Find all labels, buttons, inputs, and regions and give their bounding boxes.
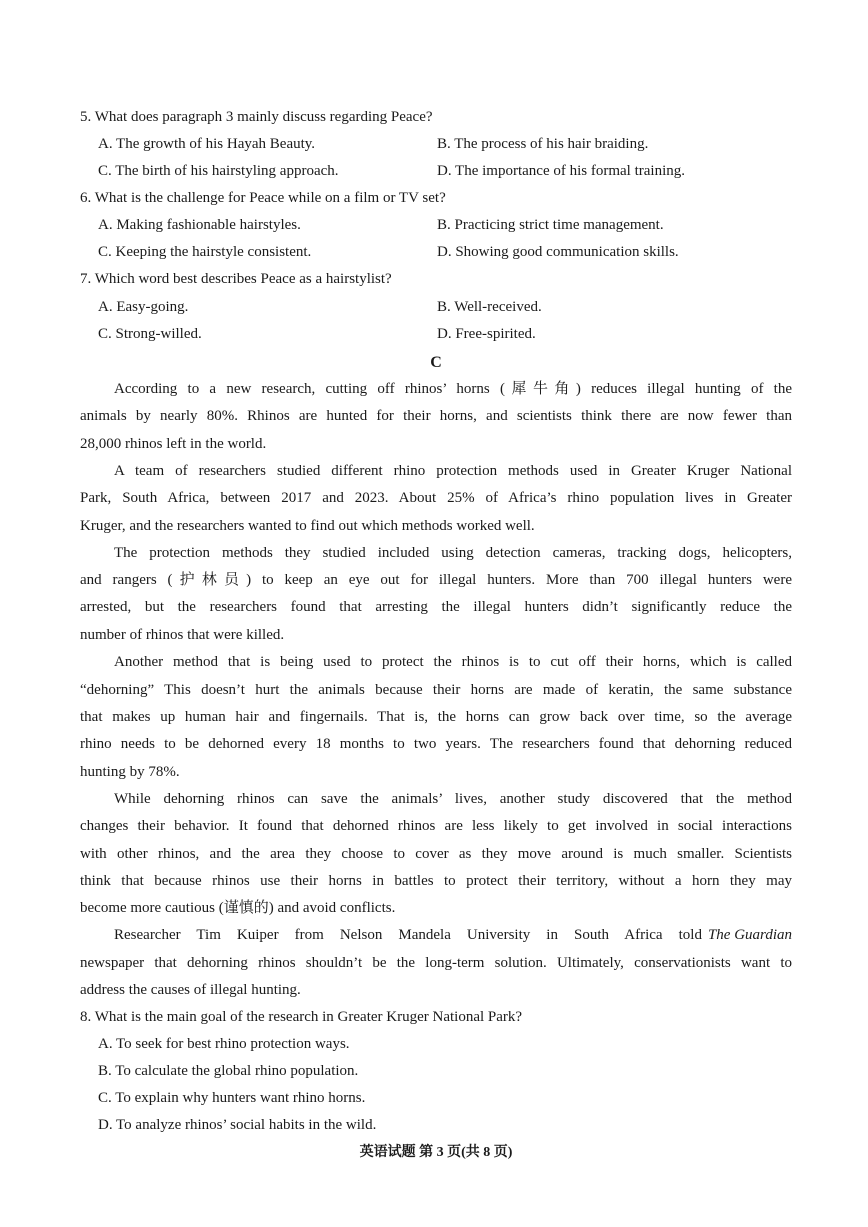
- question-5-stem: 5. What does paragraph 3 mainly discuss regarding Peace?: [80, 109, 433, 125]
- passage-line: arrested, but the researchers found that arresting the illegal hunters didn’t significantly reduce the: [80, 599, 792, 615]
- page-footer: 英语试题 第 3 页(共 8 页): [359, 1145, 513, 1160]
- question-6-option-b: B. Practicing strict time management.: [437, 217, 664, 233]
- question-5-option-d: D. The importance of his formal training.: [437, 163, 685, 179]
- passage-line: animals by nearly 80%. Rhinos are hunted for their horns, and scientists think there are now fewer than: [80, 408, 792, 424]
- passage-line-text: Researcher Tim Kuiper from Nelson Mandela University in South Africa told: [114, 927, 702, 943]
- passage-line: While dehorning rhinos can save the animals’ lives, another study discovered that the method: [114, 791, 792, 807]
- passage-line: Another method that is being used to protect the rhinos is to cut off their horns, which is called: [114, 654, 792, 670]
- passage-line: The protection methods they studied included using detection cameras, tracking dogs, helicopters,: [114, 545, 792, 561]
- passage-line: A team of researchers studied different rhino protection methods used in Greater Kruger National: [114, 463, 792, 479]
- question-7-option-d: D. Free-spirited.: [437, 326, 536, 342]
- question-7-option-b: B. Well-received.: [437, 299, 542, 315]
- question-5-option-c: C. The birth of his hairstyling approach.: [98, 163, 339, 179]
- passage-line: with other rhinos, and the area they choose to cover as they move around is much smaller. Scientists: [80, 846, 792, 862]
- passage-line: hunting by 78%.: [80, 764, 180, 780]
- passage-line: rhino needs to be dehorned every 18 months to two years. The researchers found that dehorning reduced: [80, 736, 792, 752]
- passage-line: 28,000 rhinos left in the world.: [80, 436, 267, 452]
- question-8-option-b: B. To calculate the global rhino population.: [98, 1063, 359, 1079]
- passage-line: number of rhinos that were killed.: [80, 627, 285, 643]
- passage-line: “dehorning” This doesn’t hurt the animals because their horns are made of keratin, the same substance: [80, 682, 792, 698]
- question-6-option-c: C. Keeping the hairstyle consistent.: [98, 244, 312, 260]
- passage-line: According to a new research, cutting off rhinos’ horns (犀牛角) reduces illegal hunting of the: [114, 381, 792, 397]
- question-5-option-a: A. The growth of his Hayah Beauty.: [98, 136, 316, 152]
- passage-line: changes their behavior. It found that dehorned rhinos are less likely to get involved in social interactions: [80, 818, 792, 834]
- question-7-stem: 7. Which word best describes Peace as a hairstylist?: [80, 271, 392, 287]
- question-8-option-a: A. To seek for best rhino protection ways.: [98, 1036, 350, 1052]
- passage-line: think that because rhinos use their horns in battles to protect their territory, without a horn they may: [80, 873, 792, 889]
- section-heading: C: [430, 354, 442, 371]
- passage-line: and rangers (护林员) to keep an eye out for illegal hunters. More than 700 illegal hunters were: [80, 572, 792, 588]
- question-8-stem: 8. What is the main goal of the research in Greater Kruger National Park?: [80, 1009, 523, 1025]
- question-8-option-c: C. To explain why hunters want rhino horns.: [98, 1090, 366, 1106]
- question-6-stem: 6. What is the challenge for Peace while on a film or TV set?: [80, 190, 446, 206]
- passage-line: become more cautious (谨慎的) and avoid conflicts.: [80, 900, 396, 916]
- question-6-option-a: A. Making fashionable hairstyles.: [98, 217, 301, 233]
- passage-line-with-citation: [114, 922, 792, 949]
- question-5-option-b: B. The process of his hair braiding.: [437, 136, 649, 152]
- question-7-option-c: C. Strong-willed.: [98, 326, 202, 342]
- passage-line: that makes up human hair and fingernails. That is, the horns can grow back over time, so the average: [80, 709, 792, 725]
- passage-line: Park, South Africa, between 2017 and 2023. About 25% of Africa’s rhino population lives in Greater: [80, 490, 792, 506]
- passage-line: Kruger, and the researchers wanted to find out which methods worked well.: [80, 518, 535, 534]
- question-8-option-d: D. To analyze rhinos’ social habits in the wild.: [98, 1117, 377, 1133]
- question-6-option-d: D. Showing good communication skills.: [437, 244, 679, 260]
- question-7-option-a: A. Easy-going.: [98, 299, 189, 315]
- newspaper-title: The Guardian: [707, 927, 792, 943]
- passage-line: newspaper that dehorning rhinos shouldn’t be the long-term solution. Ultimately, conservationists want to: [80, 955, 792, 971]
- passage-line: address the causes of illegal hunting.: [80, 982, 301, 998]
